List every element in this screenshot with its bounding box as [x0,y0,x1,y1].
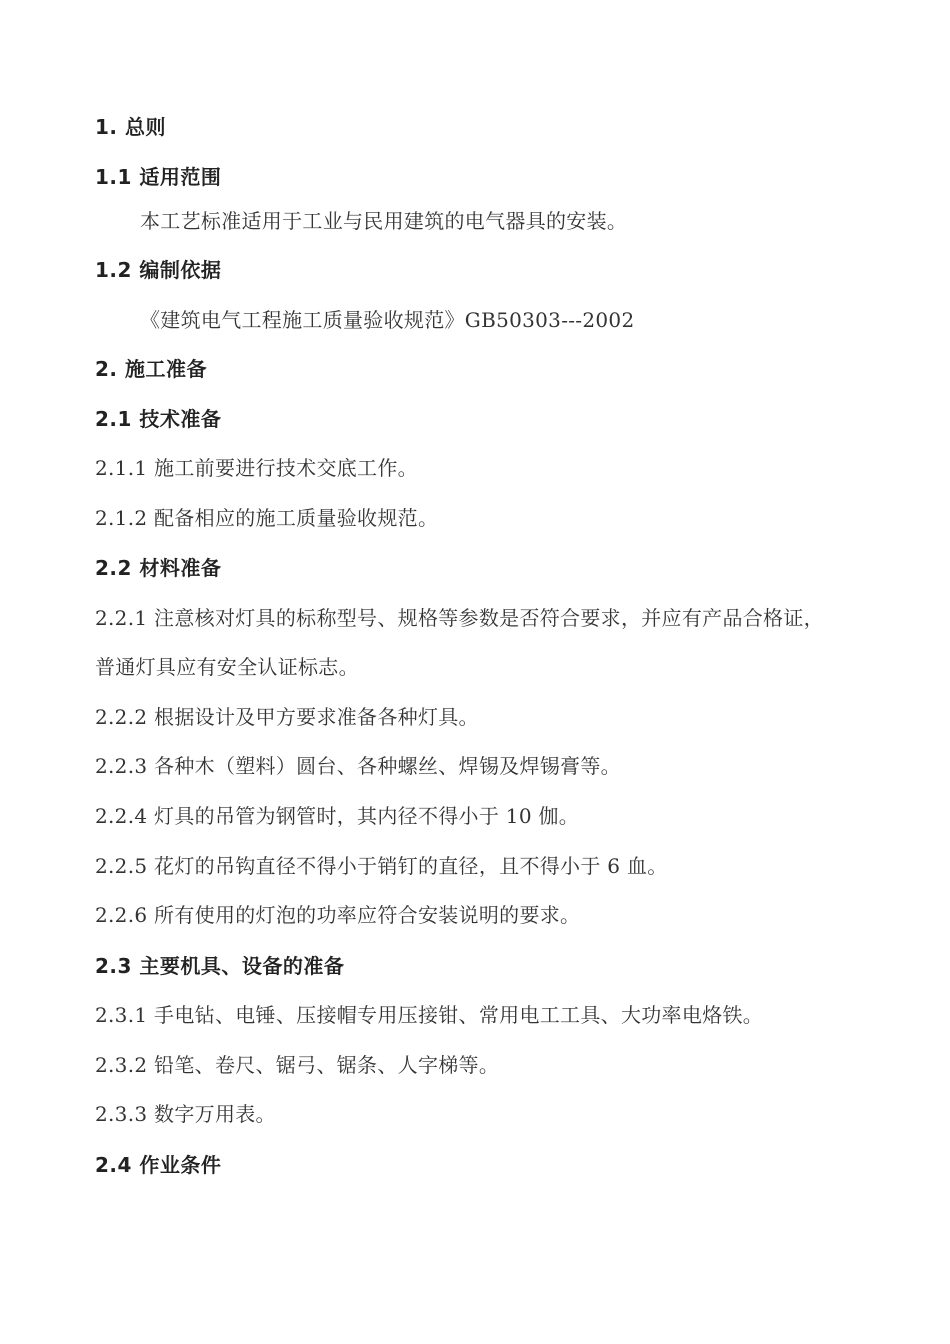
paragraph-2-3-2: 2.3.2 铅笔、卷尺、锯弓、锯条、人字梯等。 [95,1053,500,1077]
section-heading-general: 1. 总则 [95,115,166,139]
subsection-heading-technical: 2.1 技术准备 [95,407,222,431]
paragraph-2-2-4: 2.2.4 灯具的吊管为钢管时，其内径不得小于 10 伽。 [95,804,580,828]
subsection-heading-scope: 1.1 适用范围 [95,165,222,189]
paragraph-2-2-2: 2.2.2 根据设计及甲方要求准备各种灯具。 [95,705,479,729]
paragraph-2-2-1: 2.2.1 注意核对灯具的标称型号、规格等参数是否符合要求，并应有产品合格证， [95,606,824,630]
subsection-heading-work-conditions: 2.4 作业条件 [95,1153,222,1177]
paragraph-2-2-6: 2.2.6 所有使用的灯泡的功率应符合安装说明的要求。 [95,903,581,927]
paragraph-2-2-1-continued: 普通灯具应有安全认证标志。 [95,655,359,679]
paragraph-2-1-2: 2.1.2 配备相应的施工质量验收规范。 [95,506,439,530]
paragraph-2-3-3: 2.3.3 数字万用表。 [95,1102,276,1126]
subsection-heading-equipment: 2.3 主要机具、设备的准备 [95,954,345,978]
paragraph-2-3-1: 2.3.1 手电钻、电锤、压接帽专用压接钳、常用电工工具、大功率电烙铁。 [95,1003,764,1027]
paragraph-2-1-1: 2.1.1 施工前要进行技术交底工作。 [95,456,418,480]
basis-paragraph: 《建筑电气工程施工质量验收规范》GB50303---2002 [140,308,635,332]
scope-paragraph: 本工艺标准适用于工业与民用建筑的电气器具的安装。 [140,209,628,233]
subsection-heading-basis: 1.2 编制依据 [95,258,222,282]
subsection-heading-materials: 2.2 材料准备 [95,556,222,580]
paragraph-2-2-3: 2.2.3 各种木（塑料）圆台、各种螺丝、焊锡及焊锡膏等。 [95,754,621,778]
paragraph-2-2-5: 2.2.5 花灯的吊钩直径不得小于销钉的直径，且不得小于 6 血。 [95,854,668,878]
section-heading-preparation: 2. 施工准备 [95,357,207,381]
